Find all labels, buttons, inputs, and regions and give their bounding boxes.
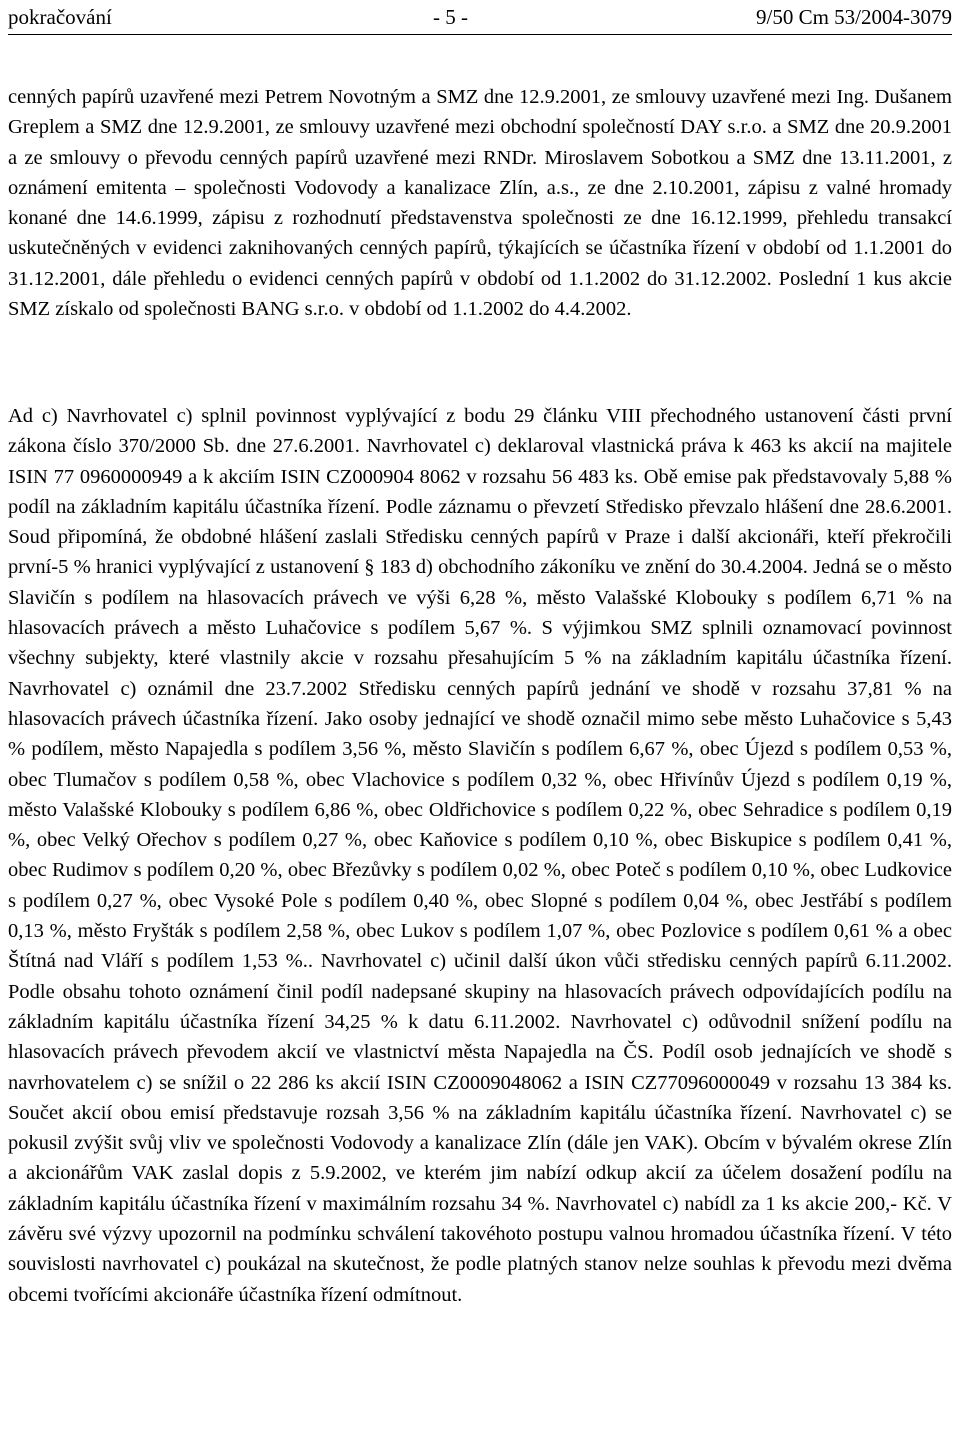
body-paragraph: cenných papírů uzavřené mezi Petrem Novotným a SMZ dne 12.9.2001, ze smlouvy uzavřené mezi Ing. Dušanem Greplem a SMZ dne 12.9.2001, ze smlouvy uzavřené mezi obchodní společností DAY s.r.o. a SMZ dne 20.9.2001 a ze smlouvy o převodu cenných papírů uzavřené mezi RNDr. Miroslavem Sobotkou a SMZ dne 13.11.2001, z oznámení emitenta – společnosti Vodovody a kanalizace Zlín, a.s., ze dne 2.10.2001, zápisu z valné hromady konané dne 14.6.1999, zápisu z rozhodnutí představenstva společnosti ze dne 16.12.1999, přehledu transakcí uskutečněných v evidenci zaknihovaných cenných papírů, týkajících se účastníka řízení v období od 1.1.2001 do 31.12.2001, dále přehledu o evidenci cenných papírů v období od 1.1.2002 do 31.12.2002. Poslední 1 kus akcie SMZ získalo od společnosti BANG s.r.o. v období od 1.1.2002 do 4.4.2002. [8, 86, 952, 321]
page-header [8, 0, 952, 35]
case-number: 9/50 Cm 53/2004-3079 [755, 5, 952, 29]
page-number: - 5 - [433, 5, 468, 29]
body-paragraph: Ad c) Navrhovatel c) splnil povinnost vyplývající z bodu 29 článku VIII přechodného ustanovení části první zákona číslo 370/2000 Sb. dne 27.6.2001. Navrhovatel c) deklaroval vlastnická práva k 463 ks akcií na majitele ISIN 77 0960000949 a k akciím ISIN CZ000904 8062 v rozsahu 56 483 ks. Obě emise pak představovaly 5,88 % podíl na základním kapitálu účastníka řízení. Podle záznamu o převzetí Středisko převzalo hlášení dne 28.6.2001. Soud připomíná, že obdobné hlášení zaslali Středisku cenných papírů v Praze i další akcionáři, kteří překročili první-5 % hranici vyplývající z ustanovení § 183 d) obchodního zákoníku ve znění do 30.4.2004. Jedná se o město Slavičín s podílem na hlasovacích právech ve výši 6,28 %, město Valašské Klobouky s podílem 6,71 % na hlasovacích právech a město Luhačovice s podílem 5,67 %. S výjimkou SMZ splnili oznamovací povinnost všechny subjekty, které vlastnily akcie v rozsahu přesahujícím 5 % na základním kapitálu účastníka řízení. Navrhovatel c) oznámil dne 23.7.2002 Středisku cenných papírů jednání ve shodě v rozsahu 37,81 % na hlasovacích právech účastníka řízení. Jako osoby jednající ve shodě označil mimo sebe město Luhačovice s 5,43 % podílem, město Napajedla s podílem 3,56 %, město Slavičín s podílem 6,67 %, obec Újezd s podílem 0,53 %, obec Tlumačov s podílem 0,58 %, obec Vlachovice s podílem 0,32 %, obec Hřivínův Újezd s podílem 0,19 %, město Valašské Klobouky s podílem 6,86 %, obec Oldřichovice s podílem 0,22 %, obec Sehradice s podílem 0,19 %, obec Velký Ořechov s podílem 0,27 %, obec Kaňovice s podílem 0,10 %, obec Biskupice s podílem 0,41 %, obec Rudimov s podílem 0,20 %, obec Březůvky s podílem 0,02 %, obec Poteč s podílem 0,10 %, obec Ludkovice s podílem 0,27 %, obec Vysoké Pole s podílem 0,40 %, obec Slopné s podílem 0,04 %, obec Jestřábí s podílem 0,13 %, město Fryšták s podílem 2,58 %, obec Lukov s podílem 1,07 %, obec Pozlovice s podílem 0,61 % a obec Štítná nad Vláří s podílem 1,53 %.. Navrhovatel c) učinil další úkon vůči středisku cenných papírů 6.11.2002. Podle obsahu tohoto oznámení činil podíl nadepsané skupiny na hlasovacích právech odpovídajících podílu na základním kapitálu účastníka řízení 34,25 % k datu 6.11.2002. Navrhovatel c) odůvodnil snížení podílu na hlasovacích právech převodem akcií ve vlastnictví města Napajedla na ČS. Podíl osob jednajících ve shodě s navrhovatelem c) se snížil o 22 286 ks akcií ISIN CZ0009048062 a ISIN CZ77096000049 v rozsahu 13 384 ks. Součet akcií obou emisí představuje rozsah 3,56 % na základním kapitálu účastníka řízení. Navrhovatel c) se pokusil zvýšit svůj vliv ve společnosti Vodovody a kanalizace Zlín (dále jen VAK). Obcím v bývalém okrese Zlín a akcionářům VAK zaslal dopis z 5.9.2002, ve kterém jim nabízí odkup akcií za účelem dosažení podílu na základním kapitálu účastníka řízení v maximálním rozsahu 34 %. Navrhovatel c) nabídl za 1 ks akcie 200,- Kč. V závěru své výzvy upozornil na podmínku schválení takovéhoto postupu valnou hromadou účastníka řízení. V této souvislosti navrhovatel c) poukázal na skutečnost, že podle platných stanov nelze souhlas k převodu mezi dvěma obcemi tvořícími akcionáře účastníka řízení odmítnout. [8, 405, 952, 1306]
header-continuation-label: pokračování [8, 5, 112, 29]
